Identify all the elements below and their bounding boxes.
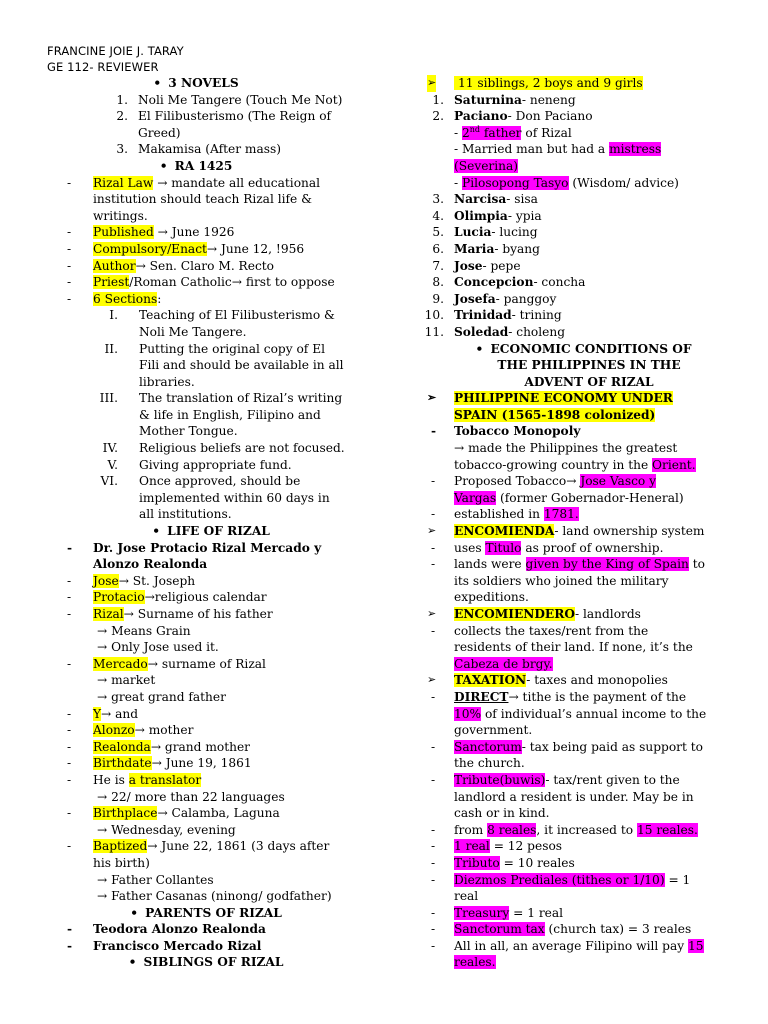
- list-item: → Means Grain: [97, 623, 191, 638]
- list-item: - Rizal Law → mandate all educational: [67, 175, 321, 190]
- list-item: - uses Titulo as proof of ownership.: [431, 540, 664, 555]
- list-item: - Alonzo→ mother: [67, 723, 194, 738]
- list-item: real: [454, 889, 479, 904]
- author-name: FRANCINE JOIE J. TARAY: [47, 44, 184, 58]
- list-item: 10% of individual’s annual income to the: [454, 706, 707, 721]
- list-item: all institutions.: [139, 507, 232, 522]
- list-item: - Diezmos Prediales (tithes or 1/10) = 1: [431, 872, 691, 887]
- list-item: - Teodora Alonzo Realonda: [67, 922, 266, 937]
- list-item: 11. Soledad- choleng: [424, 324, 566, 339]
- list-item: - Sanctorum tax (church tax) = 3 reales: [431, 922, 692, 937]
- list-item: 1. Saturnina- neneng: [432, 92, 576, 107]
- list-item: - Tobacco Monopoly: [431, 424, 581, 439]
- list-item: Vargas (former Gobernador-Heneral): [454, 490, 684, 505]
- list-item: - established in 1781.: [431, 507, 579, 522]
- list-item: expeditions.: [454, 590, 529, 605]
- list-item: - Birthplace→ Calamba, Laguna: [67, 806, 280, 821]
- list-item: - Published → June 1926: [67, 225, 235, 240]
- list-item: V. Giving appropriate fund.: [107, 457, 292, 472]
- list-item: Cabeza de brgy.: [454, 656, 553, 671]
- list-item: 4. Olimpia- ypia: [432, 208, 542, 223]
- list-item: III. The translation of Rizal’s writing: [99, 391, 343, 406]
- list-item: - collects the taxes/rent from the: [431, 623, 649, 638]
- list-item: - Proposed Tobacco→ Jose Vasco y: [431, 474, 657, 489]
- list-item: - Tribute(buwis)- tax/rent given to the: [431, 772, 680, 787]
- section-title: • LIFE OF RIZAL: [152, 524, 270, 539]
- list-item: implemented within 60 days in: [139, 490, 330, 505]
- list-item: → Wednesday, evening: [97, 822, 236, 837]
- list-item: ➢ ENCOMIENDA- land ownership system: [427, 524, 705, 539]
- list-item: government.: [454, 723, 533, 738]
- list-item: → made the Philippines the greatest: [454, 441, 678, 456]
- list-item: 7. Jose- pepe: [432, 258, 521, 273]
- list-item: ➢ ENCOMIENDERO- landlords: [427, 607, 641, 621]
- left-column: [60, 75, 365, 971]
- list-item: - 2nd father of Rizal: [454, 124, 572, 140]
- list-item: Fili and should be available in all: [139, 358, 344, 373]
- list-item: 8. Concepcion- concha: [432, 275, 586, 290]
- list-item: - 6 Sections:: [67, 291, 162, 306]
- list-item: - DIRECT→ tithe is the payment of the: [431, 689, 687, 704]
- section-title: • RA 1425: [159, 158, 233, 173]
- list-item: - 1 real = 12 pesos: [431, 839, 563, 854]
- list-item: - Birthdate→ June 19, 1861: [67, 756, 252, 771]
- list-item: ➢ TAXATION- taxes and monopolies: [427, 673, 668, 688]
- list-item: - Francisco Mercado Rizal: [67, 938, 262, 953]
- list-item: - Married man but had a mistress: [454, 142, 662, 157]
- list-item: - Baptized→ June 22, 1861 (3 days after: [67, 839, 330, 854]
- list-item: I. Teaching of El Filibusterismo &: [109, 308, 335, 323]
- list-item: - Author→ Sen. Claro M. Recto: [67, 258, 275, 273]
- list-item: 6. Maria- byang: [432, 241, 540, 256]
- list-item: the church.: [454, 756, 525, 771]
- list-item: institution should teach Rizal life &: [93, 192, 312, 207]
- list-item: reales.: [454, 955, 496, 970]
- list-item: tobacco-growing country in the Orient.: [454, 457, 696, 472]
- section-title: • PARENTS OF RIZAL: [130, 905, 282, 920]
- list-item: residents of their land. If none, it’s the: [454, 640, 693, 655]
- list-item: 2. Paciano- Don Paciano: [432, 109, 593, 124]
- list-item: (Severina): [454, 158, 519, 173]
- list-item: → great grand father: [97, 689, 226, 704]
- list-item: ➢ 11 siblings, 2 boys and 9 girls: [427, 76, 643, 90]
- list-item: - lands were given by the King of Spain to: [431, 557, 705, 572]
- list-item: 5. Lucia- lucing: [432, 225, 538, 240]
- right-column: [424, 75, 724, 971]
- list-item: - Realonda→ grand mother: [67, 739, 250, 754]
- list-item: - Y→ and: [67, 706, 139, 721]
- list-item: SPAIN (1565-1898 colonized): [454, 407, 656, 422]
- section-title: ADVENT OF RIZAL: [524, 374, 654, 389]
- list-item: - Tributo = 10 reales: [431, 855, 575, 870]
- list-item: - Pilosopong Tasyo (Wisdom/ advice): [454, 175, 679, 190]
- list-item: ➢ PHILIPPINE ECONOMY UNDER: [427, 391, 673, 406]
- section-title: • SIBLINGS OF RIZAL: [128, 955, 284, 970]
- list-item: VI. Once approved, should be: [100, 474, 301, 489]
- section-title: • ECONOMIC CONDITIONS OF: [475, 341, 692, 356]
- list-item: - Sanctorum- tax being paid as support to: [431, 739, 704, 754]
- list-item: - Mercado→ surname of Rizal: [67, 656, 266, 671]
- list-item: Alonzo Realonda: [93, 557, 208, 572]
- list-item: 2. El Filibusterismo (The Reign of: [116, 109, 332, 124]
- list-item: cash or in kind.: [454, 806, 550, 821]
- list-item: - Dr. Jose Protacio Rizal Mercado y: [67, 540, 322, 555]
- list-item: II. Putting the original copy of El: [104, 341, 325, 356]
- list-item: → Father Casanas (ninong/ godfather): [97, 889, 332, 904]
- list-item: - Treasury = 1 real: [431, 905, 564, 920]
- list-item: & life in English, Filipino and: [139, 407, 321, 422]
- list-item: libraries.: [139, 374, 195, 389]
- list-item: - Compulsory/Enact→ June 12, !956: [67, 241, 305, 256]
- list-item: - Protacio→religious calendar: [67, 590, 267, 605]
- list-item: 9. Josefa- panggoy: [432, 291, 557, 306]
- list-item: its soldiers who joined the military: [454, 573, 669, 588]
- list-item: Mother Tongue.: [139, 424, 238, 439]
- list-item: - Jose→ St. Joseph: [67, 573, 196, 588]
- list-item: his birth): [93, 855, 150, 870]
- list-item: → 22/ more than 22 languages: [97, 789, 285, 804]
- list-item: 3. Makamisa (After mass): [116, 142, 281, 157]
- list-item: Noli Me Tangere.: [139, 324, 247, 339]
- list-item: - from 8 reales, it increased to 15 reales.: [431, 822, 698, 837]
- list-item: 3. Narcisa- sisa: [432, 192, 538, 207]
- list-item: - All in all, an average Filipino will pay 15: [431, 938, 704, 953]
- list-item: - Rizal→ Surname of his father: [67, 607, 273, 621]
- section-title: THE PHILIPPINES IN THE: [497, 358, 681, 373]
- section-title: • 3 NOVELS: [153, 76, 239, 90]
- list-item: → Father Collantes: [97, 872, 214, 887]
- list-item: - He is a translator: [67, 772, 202, 787]
- list-item: → Only Jose used it.: [97, 640, 219, 655]
- list-item: writings.: [93, 208, 148, 223]
- list-item: - Priest/Roman Catholic→ first to oppose: [67, 275, 335, 290]
- course-title: GE 112- REVIEWER: [47, 60, 159, 74]
- list-item: 10. Trinidad- trining: [424, 308, 562, 323]
- list-item: IV. Religious beliefs are not focused.: [102, 441, 345, 456]
- list-item: Greed): [138, 125, 181, 140]
- list-item: → market: [97, 673, 156, 688]
- list-item: landlord a resident is under. May be in: [454, 789, 694, 804]
- list-item: 1. Noli Me Tangere (Touch Me Not): [116, 92, 343, 107]
